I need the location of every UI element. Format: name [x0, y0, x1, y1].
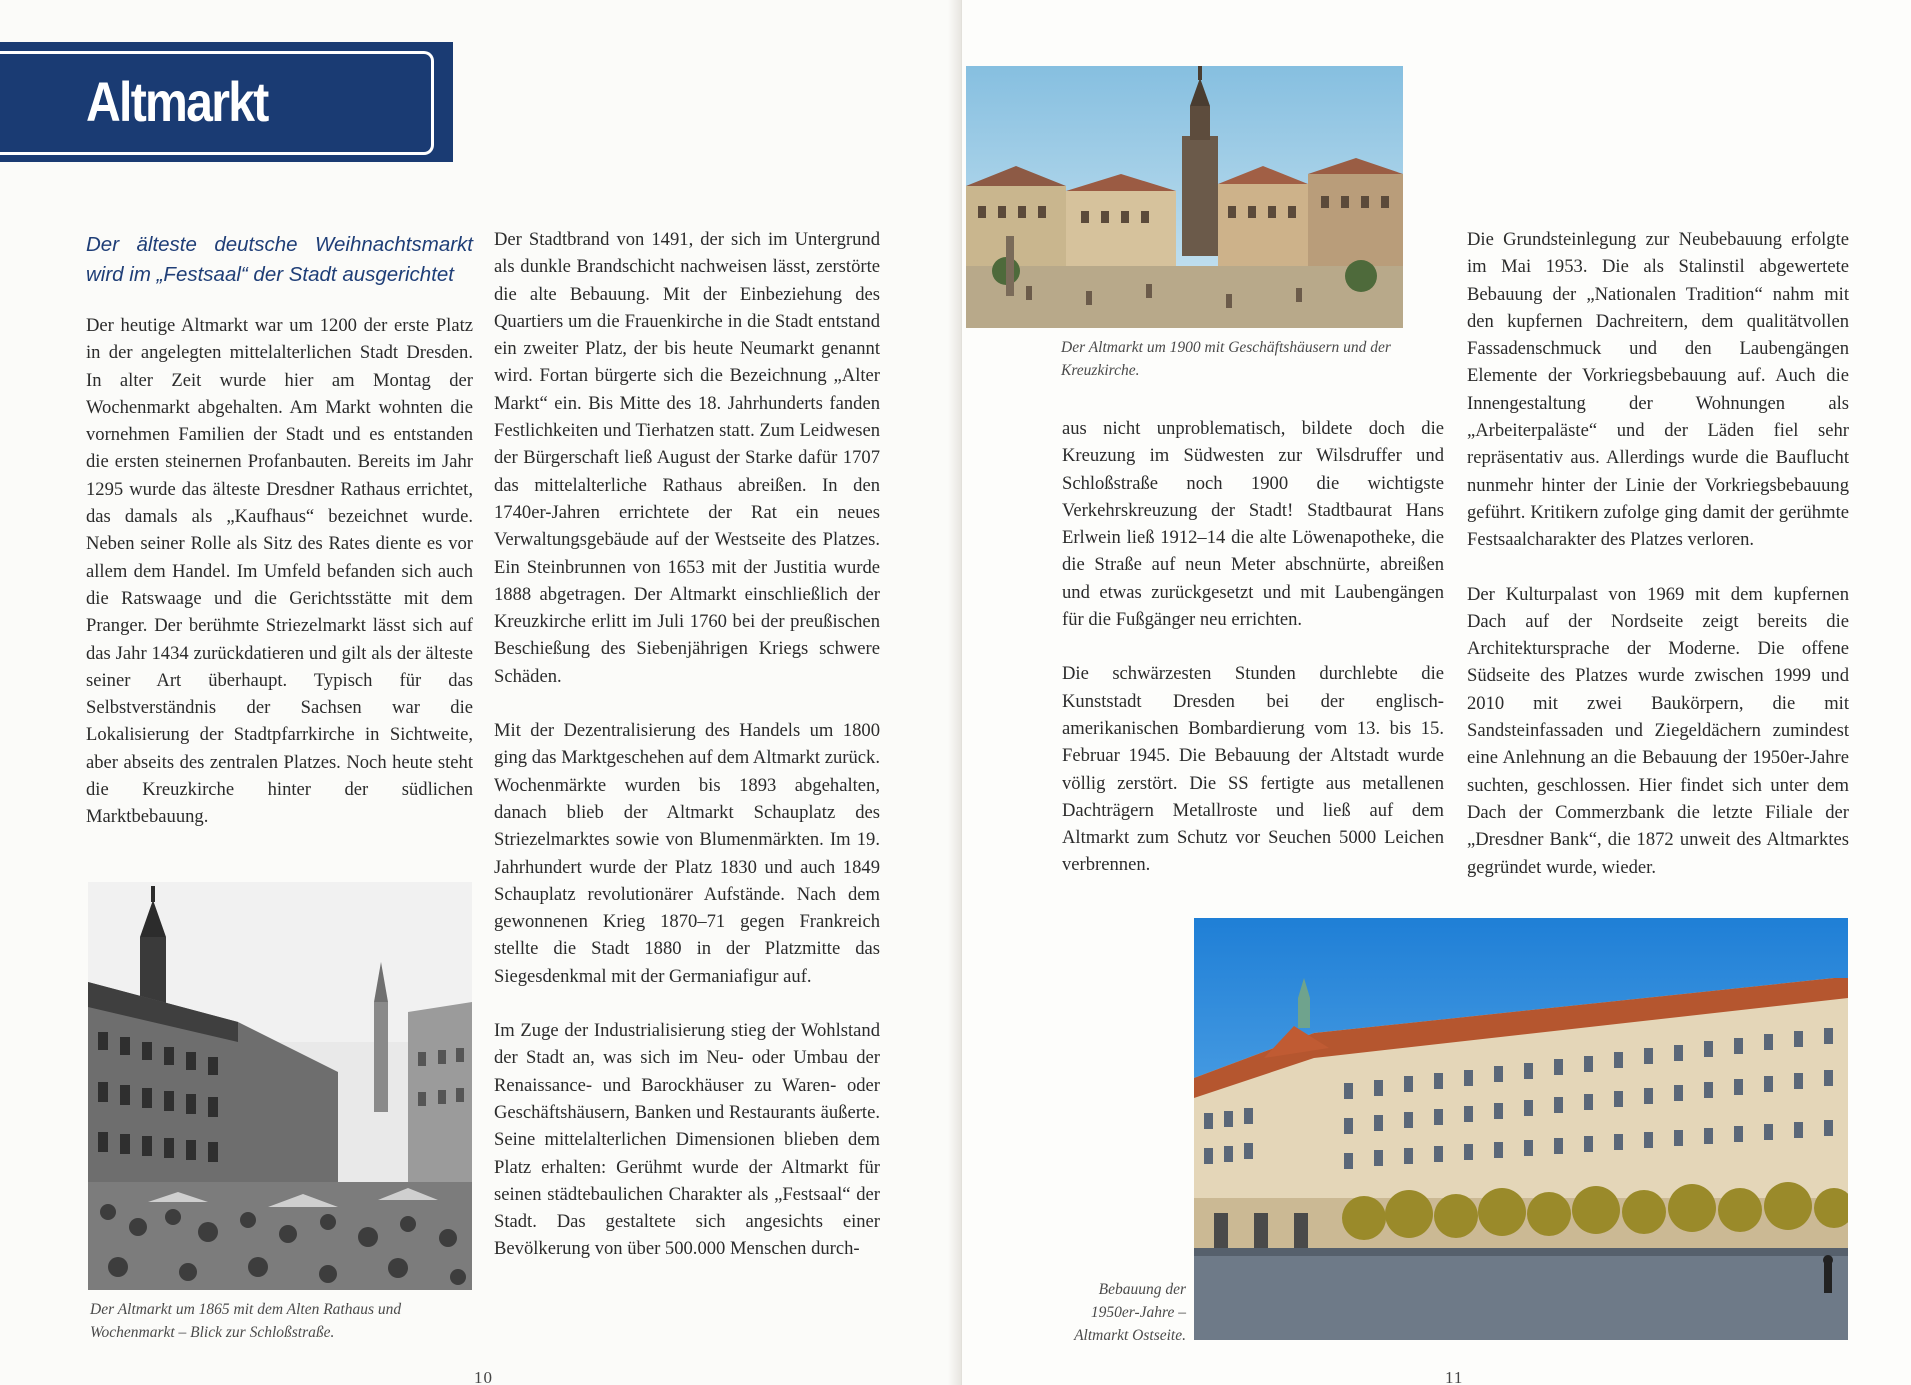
- article-subtitle: Der älteste deutsche Weihnachtsmarkt wird im „Festsaal“ der Stadt ausgerichtet: [86, 233, 473, 286]
- page-number-left: 10: [474, 1368, 493, 1385]
- photo-caption-ostseite: Bebauung der 1950er-Jahre – Altmarkt Ostseite.: [1074, 1281, 1186, 1344]
- street-sign: [0, 42, 453, 162]
- paragraph: Die schwärzesten Stunden durchlebte die Kunststadt Dresden bei der englisch-amerikanischen Bombardierung vom 13. bis 15. Februar 1945. Die Bebauung der Altstadt wurde völlig zerstört. Die SS fertigte aus metallenen Dachträgern Metallroste und ließ auf dem Altmarkt zum Schutz vor Seuchen 5000 Leichen verbrennen.: [1062, 663, 1444, 876]
- page-title: Altmarkt: [86, 70, 268, 133]
- photo-altmarkt-ostseite-image: [1194, 918, 1848, 1340]
- photo-altmarkt-1865: [88, 882, 472, 1290]
- paragraph: Der Kulturpalast von 1969 mit dem kupfernen Dach auf der Nordseite zeigt bereits die Architektursprache der Moderne. Die offene Südseite des Platzes wurde zwischen 1999 und 2010 mit zwei Baukörpern, die mit Sandsteinfassaden und Ziegeldächern zumindest eine Anlehnung an die Bebauung der 1950er-Jahre suchten, geschlossen. Hier findet sich unter dem Dach der Commerzbank die letzte Filiale der „Dresdner Bank“, die 1872 unweit des Altmarktes gegründet wurde, wieder.: [1467, 583, 1849, 878]
- photo-altmarkt-ostseite: [1194, 918, 1848, 1340]
- right-page: [962, 0, 1911, 1385]
- paragraph: Mit der Dezentralisierung des Handels um 1800 ging das Marktgeschehen auf dem Altmarkt zurück. Wochenmärkte wurden bis 1893 abgehalten, danach blieb der Altmarkt Schauplatz des Striezelmarktes sowie von Blumenmärkten. Im 19. Jahrhundert wurde der Platz 1830 und auch 1849 Schauplatz revolutionärer Aufstände. Nach dem gewonnenen Krieg 1870–71 gegen Frankreich stellte die Stadt 1880 in der Platzmitte das Siegesdenkmal mit der Germaniafigur auf.: [494, 720, 880, 987]
- paragraph: Die Grundsteinlegung zur Neubebauung erfolgte im Mai 1953. Die als Stalinstil abgewertete Bebauung der „Nationalen Tradition“ nahm mit den kupfernen Dachreitern, dem qualitätvollen Fassadenschmuck und den Laubengängen Elemente der Vorkriegsbebauung auf. Auch die Innengestaltung der Wohnungen als „Arbeiterpaläste“ und der Läden fiel sehr repräsentativ aus. Allerdings wurde die Bauflucht nunmehr hinter der Linie der Vorkriegsbebauung geführt. Kritikern zufolge ging damit der gerühmte Festsaalcharakter des Platzes verloren.: [1467, 229, 1849, 551]
- paragraph: Der Stadtbrand von 1491, der sich im Untergrund als dunkle Brandschicht nachweisen lässt, zerstörte die alte Bebauung. Mit der Einbeziehung des Quartiers um die Frauenkirche in die Stadt entstand ein zweiter Platz, der bis heute Neumarkt genannt wird. Fortan bürgerte sich die Bezeichnung „Alter Markt“ ein. Bis Mitte des 18. Jahrhunderts fanden Festlichkeiten und Tierhatzen statt. Zum Leidwesen der Bürgerschaft ließ August der Starke dafür 1707 das mittelalterliche Rathaus abreißen. In den 1740er-Jahren errichtete der Rat ein neues Verwaltungsgebäude auf der Westseite des Platzes. Ein Steinbrunnen von 1653 mit der Justitia wurde 1888 abgetragen. Der Altmarkt einschließlich der Kreuzkirche erlitt im Juli 1760 bei der preußischen Beschießung des Siebenjährigen Kriegs schwere Schäden.: [494, 229, 880, 687]
- text-column-2: [494, 226, 880, 1263]
- text-column-3: [1062, 415, 1444, 879]
- text-column-4: [1467, 226, 1849, 881]
- photo-altmarkt-1865-image: [88, 882, 472, 1290]
- paragraph: aus nicht unproblematisch, bildete doch die Kreuzung im Südwesten zur Wilsdruffer und Schloßstraße noch 1900 die wichtigste Verkehrskreuzung der Stadt! Stadtbaurat Hans Erlwein ließ 1912–14 die alte Löwenapotheke, die die Straße auf neun Meter abschnürte, abreißen und etwas zurückgesetzt und mit Laubengängen für die Fußgänger neu errichten.: [1062, 418, 1444, 631]
- page-number-right: 11: [1445, 1368, 1464, 1385]
- paragraph: Im Zuge der Industrialisierung stieg der Wohlstand der Stadt an, was sich im Neu- oder Umbau der Renaissance- und Barockhäuser zu Waren- oder Geschäftshäusern, Banken und Restaurants äußerte. Seine mittelalterlichen Dimensionen blieben dem Platz erhalten: Gerühmt wurde der Altmarkt für seinen städtebaulichen Charakter als „Festsaal“ der Stadt. Das gestaltete sich angesichts einer Bevölkerung von über 500.000 Menschen durch-: [494, 1020, 880, 1260]
- photo-altmarkt-1900-image: [966, 66, 1403, 328]
- text-column-1: [86, 312, 473, 831]
- photo-caption-1900: Der Altmarkt um 1900 mit Geschäftshäusern und der Kreuzkirche.: [1061, 339, 1391, 379]
- photo-caption-1865: Der Altmarkt um 1865 mit dem Alten Rathaus und Wochenmarkt – Blick zur Schloßstraße.: [90, 1301, 402, 1341]
- photo-altmarkt-1900: [966, 66, 1403, 328]
- paragraph: Der heutige Altmarkt war um 1200 der erste Platz in der angelegten mittelalterlichen Stadt Dresden. In alter Zeit wurde hier am Montag der Wochenmarkt abgehalten. Am Markt wohnten die vornehmen Familien der Stadt und es entstanden die ersten steinernen Profanbauten. Bereits im Jahr 1295 wurde das älteste Dresdner Rathaus errichtet, das damals als „Kaufhaus“ bezeichnet wurde. Neben seiner Rolle als Sitz des Rates diente es vor allem dem Handel. Im Umfeld befanden sich auch die Ratswaage und die Gerichtsstätte mit dem Pranger. Der berühmte Striezelmarkt lässt sich auf das Jahr 1434 zurückdatieren und gilt als der älteste seiner Art überhaupt. Typisch für das Selbstverständnis der Sachsen war die Lokalisierung der Stadtpfarrkirche in Sichtweite, aber abseits des zentralen Platzes. Noch heute steht die Kreuzkirche hinter der südlichen Marktbebauung.: [86, 315, 473, 828]
